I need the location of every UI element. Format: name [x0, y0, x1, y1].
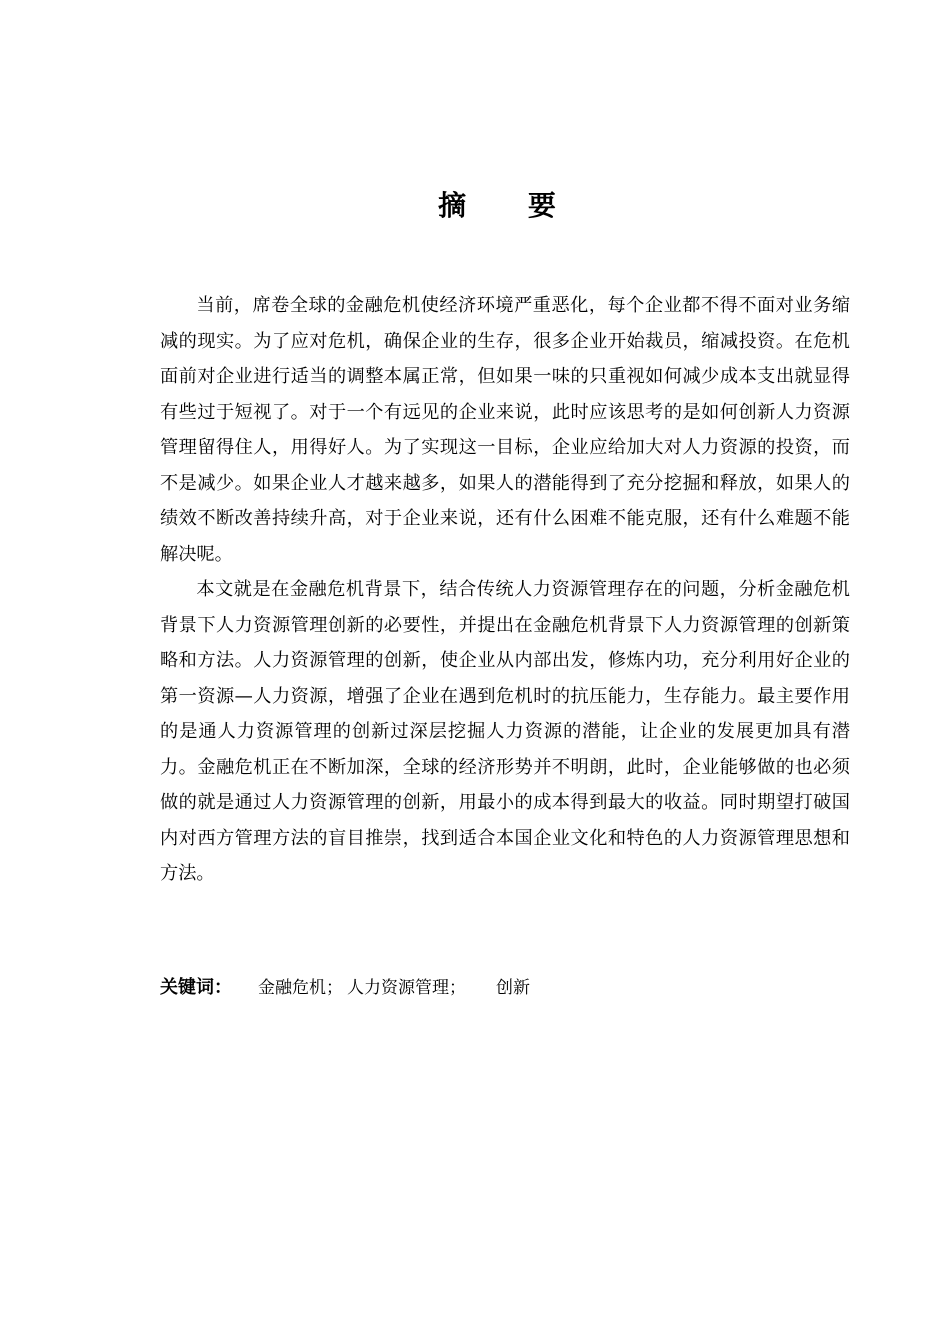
keyword-item: 金融危机；	[258, 978, 343, 998]
keywords-line	[160, 972, 850, 1004]
keyword-item: 创新	[496, 978, 530, 998]
keyword-item: 人力资源管理；	[347, 978, 466, 998]
keywords-label: 关键词：	[160, 977, 232, 998]
abstract-body	[160, 288, 850, 892]
abstract-paragraph-1: 当前，席卷全球的金融危机使经济环境严重恶化，每个企业都不得不面对业务缩减的现实。为了应对危机，确保企业的生存，很多企业开始裁员，缩减投资。在危机面前对企业进行适当的调整本属正常，但如果一味的只重视如何减少成本支出就显得有些过于短视了。对于一个有远见的企业来说，此时应该思考的是如何创新人力资源管理留得住人，用得好人。为了实现这一目标，企业应给加大对人力资源的投资，而不是减少。如果企业人才越来越多，如果人的潜能得到了充分挖掘和释放，如果人的绩效不断改善持续升高，对于企业来说，还有什么困难不能克服，还有什么难题不能解决呢。	[160, 295, 850, 565]
abstract-title: 摘 要	[438, 189, 582, 222]
abstract-paragraph-2: 本文就是在金融危机背景下，结合传统人力资源管理存在的问题，分析金融危机背景下人力资源管理创新的必要性，并提出在金融危机背景下人力资源管理的创新策略和方法。人力资源管理的创新，使企业从内部出发，修炼内功，充分利用好企业的第一资源—人力资源，增强了企业在遇到危机时的抗压能力，生存能力。最主要作用的是通人力资源管理的创新过深层挖掘人力资源的潜能，让企业的发展更加具有潜力。金融危机正在不断加深，全球的经济形势并不明朗，此时，企业能够做的也必须做的就是通过人力资源管理的创新，用最小的成本得到最大的收益。同时期望打破国内对西方管理方法的盲目推崇，找到适合本国企业文化和特色的人力资源管理思想和方法。	[160, 579, 850, 884]
